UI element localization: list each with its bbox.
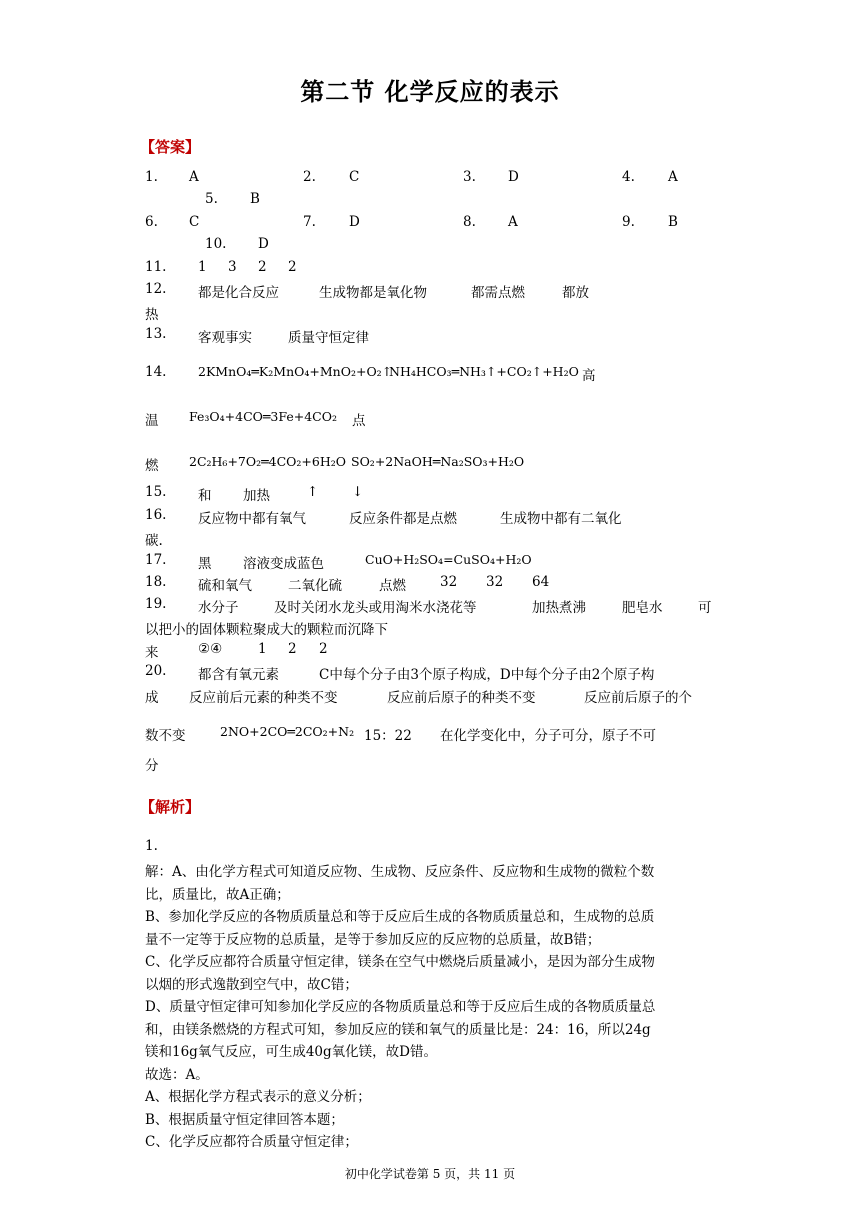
reaction-condition: 高 bbox=[582, 368, 596, 384]
mc-ans: B bbox=[668, 214, 678, 230]
answer-value: 加热 bbox=[243, 488, 270, 504]
answer-value: 都放 bbox=[562, 285, 589, 301]
answer-value: 1 bbox=[258, 641, 267, 657]
q-num: 18. bbox=[145, 574, 167, 590]
answer-value: 2 bbox=[288, 259, 297, 275]
analysis-line: 故选：A。 bbox=[145, 1067, 209, 1083]
answer-value: 点燃 bbox=[379, 578, 406, 594]
answer-value: 来 bbox=[145, 645, 159, 661]
answer-value: 2 bbox=[258, 259, 267, 275]
equation: NH₄HCO₃═NH₃↑+CO₂↑+H₂O bbox=[389, 364, 579, 379]
mc-num: 2. bbox=[303, 169, 316, 185]
reaction-condition: 燃 bbox=[145, 458, 159, 474]
answer-value: 都是化合反应 bbox=[198, 285, 279, 301]
equation: 2KMnO₄═K₂MnO₄+MnO₂+O₂↑ bbox=[198, 364, 393, 379]
answer-value: 及时关闭水龙头或用淘米水浇花等 bbox=[274, 600, 477, 616]
answer-value: 热 bbox=[145, 307, 159, 323]
answer-value: 反应物中都有氧气 bbox=[198, 511, 306, 527]
q-num: 14. bbox=[145, 364, 167, 380]
analysis-line: 解：A、由化学方程式可知道反应物、生成物、反应条件、反应物和生成物的微粒个数 bbox=[145, 864, 655, 880]
mc-num: 8. bbox=[463, 214, 476, 230]
answer-value: 分 bbox=[145, 758, 159, 774]
answer-value: 加热煮沸 bbox=[532, 600, 586, 616]
answer-value: 肥皂水 bbox=[622, 600, 663, 616]
reaction-condition: 温 bbox=[145, 413, 159, 429]
answer-value: ↑ bbox=[307, 484, 319, 500]
mc-num: 5. bbox=[205, 191, 218, 207]
answer-value: 1 bbox=[198, 259, 207, 275]
reaction-condition: 点 bbox=[352, 413, 366, 429]
analysis-line: 和，由镁条燃烧的方程式可知，参加反应的镁和氧气的质量比是：24：16，所以24g bbox=[145, 1022, 651, 1038]
mc-ans: C bbox=[189, 214, 200, 230]
mc-ans: D bbox=[508, 169, 519, 185]
answer-value: 都需点燃 bbox=[471, 285, 525, 301]
answer-value: 成 bbox=[145, 690, 159, 706]
analysis-line: A、根据化学方程式表示的意义分析； bbox=[145, 1089, 371, 1105]
equation: 2C₂H₆+7O₂═4CO₂+6H₂O bbox=[189, 454, 347, 469]
equation: SO₂+2NaOH═Na₂SO₃+H₂O bbox=[351, 454, 525, 469]
q-num: 19. bbox=[145, 596, 167, 612]
answer-value: 都含有氧元素 bbox=[198, 667, 279, 683]
mc-num: 6. bbox=[145, 214, 158, 230]
answer-value: 二氧化硫 bbox=[288, 578, 342, 594]
mc-num: 3. bbox=[463, 169, 476, 185]
q-num: 13. bbox=[145, 326, 167, 342]
answer-value: 质量守恒定律 bbox=[288, 330, 369, 346]
mc-ans: A bbox=[668, 169, 678, 185]
answer-value: 2 bbox=[319, 641, 328, 657]
analysis-num: 1. bbox=[145, 838, 158, 854]
analysis-line: 比，质量比，故A正确； bbox=[145, 887, 290, 903]
mc-num: 1. bbox=[145, 169, 158, 185]
mc-ans: A bbox=[189, 169, 199, 185]
answer-value: 生成物都是氧化物 bbox=[319, 285, 427, 301]
page-footer: 初中化学试卷第 5 页，共 11 页 bbox=[344, 1167, 516, 1181]
answer-value: 32 bbox=[440, 574, 458, 590]
answer-value: 碳. bbox=[145, 533, 163, 549]
analysis-line: B、根据质量守恒定律回答本题； bbox=[145, 1112, 344, 1128]
q-num: 16. bbox=[145, 507, 167, 523]
mc-ans: C bbox=[349, 169, 360, 185]
answer-value: 反应前后原子的种类不变 bbox=[387, 690, 536, 706]
answer-value: 硫和氧气 bbox=[198, 578, 252, 594]
q-num: 20. bbox=[145, 663, 167, 679]
mc-ans: A bbox=[508, 214, 518, 230]
q-num: 11. bbox=[145, 259, 167, 275]
answer-heading: 【答案】 bbox=[140, 138, 201, 156]
equation: 2NO+2CO═2CO₂+N₂ bbox=[220, 724, 355, 739]
q-num: 12. bbox=[145, 281, 167, 297]
answer-value: 2 bbox=[288, 641, 297, 657]
answer-value: 64 bbox=[532, 574, 550, 590]
equation: CuO+H₂SO₄=CuSO₄+H₂O bbox=[365, 552, 532, 567]
answer-value: 反应条件都是点燃 bbox=[349, 511, 457, 527]
answer-value: 可 bbox=[698, 600, 712, 616]
mc-num: 10. bbox=[205, 236, 227, 252]
answer-value: ↓ bbox=[352, 484, 364, 500]
answer-value: 在化学变化中，分子可分，原子不可 bbox=[440, 728, 656, 744]
answer-value: 反应前后原子的个 bbox=[584, 690, 692, 706]
mc-ans: B bbox=[250, 191, 260, 207]
analysis-line: C、化学反应都符合质量守恒定律，镁条在空气中燃烧后质量减小，是因为部分生成物 bbox=[145, 954, 655, 970]
q-num: 17. bbox=[145, 552, 167, 568]
equation: Fe₃O₄+4CO═3Fe+4CO₂ bbox=[189, 409, 338, 424]
analysis-line: 以烟的形式逸散到空气中，故C错； bbox=[145, 977, 358, 993]
mc-ans: D bbox=[349, 214, 360, 230]
answer-value: 数不变 bbox=[145, 728, 186, 744]
mc-num: 7. bbox=[303, 214, 316, 230]
answer-value: 和 bbox=[198, 488, 212, 504]
answer-value: 生成物中都有二氧化 bbox=[500, 511, 622, 527]
answer-value: 溶液变成蓝色 bbox=[243, 556, 324, 572]
answer-value: 水分子 bbox=[198, 600, 239, 616]
answer-value: 3 bbox=[228, 259, 237, 275]
answer-value: ②④ bbox=[198, 641, 223, 657]
answer-value: 15：22 bbox=[364, 728, 412, 744]
analysis-line: 镁和16g氧气反应，可生成40g氧化镁，故D错。 bbox=[145, 1044, 437, 1060]
answer-value: 反应前后元素的种类不变 bbox=[189, 690, 338, 706]
analysis-line: 量不一定等于反应物的总质量，是等于参加反应的反应物的总质量，故B错； bbox=[145, 932, 601, 948]
answer-value: 客观事实 bbox=[198, 330, 252, 346]
mc-num: 4. bbox=[622, 169, 635, 185]
analysis-heading: 【解析】 bbox=[140, 798, 201, 816]
mc-ans: D bbox=[258, 236, 269, 252]
analysis-line: B、参加化学反应的各物质质量总和等于反应后生成的各物质质量总和，生成物的总质 bbox=[145, 909, 655, 925]
answer-value: 黑 bbox=[198, 556, 212, 572]
answer-value: 32 bbox=[486, 574, 504, 590]
analysis-line: C、化学反应都符合质量守恒定律； bbox=[145, 1134, 358, 1150]
answer-value: C中每个分子由3个原子构成，D中每个分子由2个原子构 bbox=[319, 667, 655, 683]
mc-num: 9. bbox=[622, 214, 635, 230]
q-num: 15. bbox=[145, 484, 167, 500]
answer-value: 以把小的固体颗粒聚成大的颗粒而沉降下 bbox=[145, 622, 388, 638]
analysis-line: D、质量守恒定律可知参加化学反应的各物质质量总和等于反应后生成的各物质质量总 bbox=[145, 999, 656, 1015]
page-title: 第二节 化学反应的表示 bbox=[300, 78, 560, 106]
